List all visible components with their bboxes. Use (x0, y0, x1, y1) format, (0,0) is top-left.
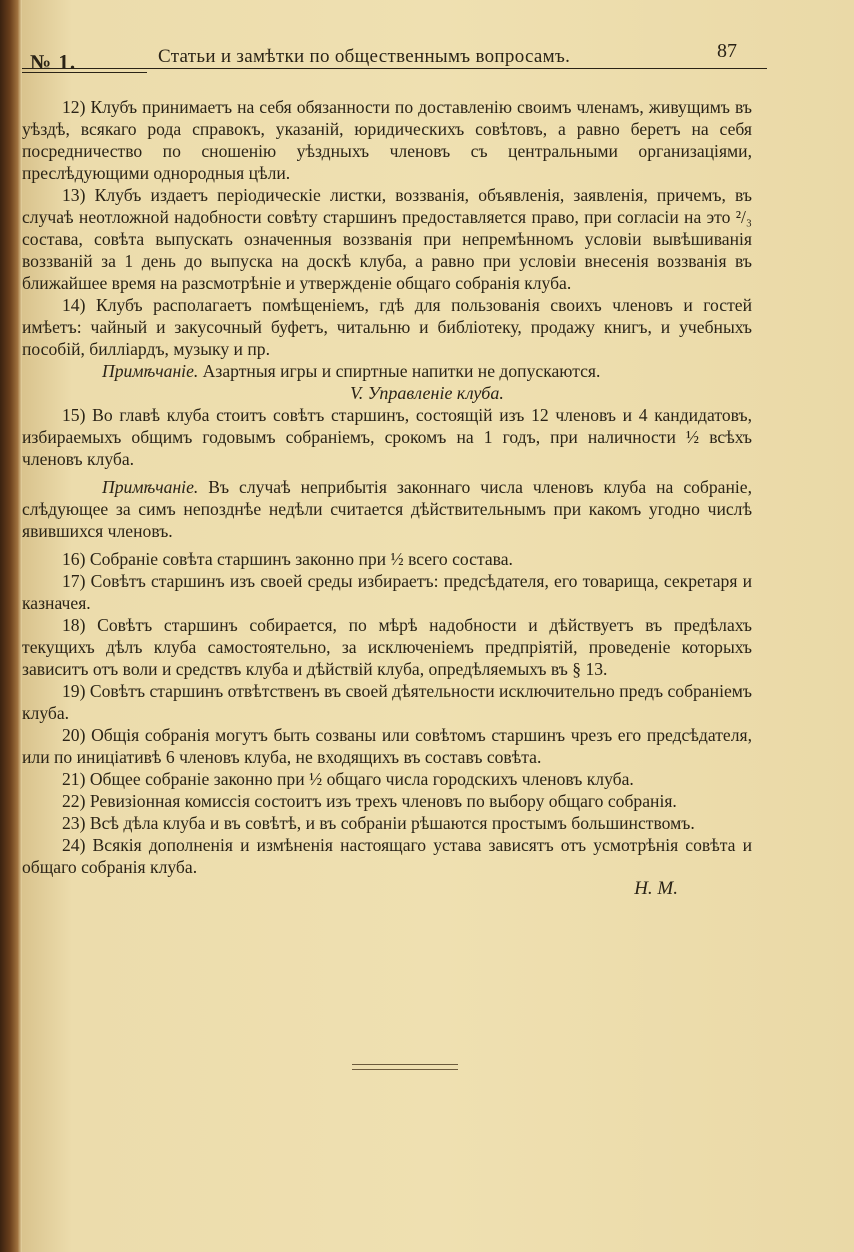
end-rule (352, 1064, 458, 1070)
note-label: Примѣчаніе. (102, 477, 199, 497)
paragraph-19: 19) Совѣтъ старшинъ отвѣтственъ въ своей дѣятельности исключительно предъ собраніемъ клуба. (22, 681, 752, 723)
paragraph-12: 12) Клубъ принимаетъ на себя обязанности по доставленію своимъ членамъ, живущимъ въ уѣздѣ, всякаго рода справокъ, указаній, юридическихъ совѣтовъ, а равно беретъ на себя посредничество по сношенію уѣздныхъ членовъ съ центральными организаціями, преслѣдующими однородныя цѣли. (22, 97, 752, 183)
paragraph-21: 21) Общее собраніе законно при ½ общаго числа городскихъ членовъ клуба. (62, 769, 634, 789)
paragraph-13: 13) Клубъ издаетъ періодическіе листки, воззванія, объявленія, заявленія, причемъ, въ случаѣ неотложной надобности совѣту старшинъ предоставляется право, при согласіи на это ²/₃ состава, совѣта выпускать означенныя воззванія при непремѣнномъ условіи вывѣшиванія воззваній за 1 день до выпуска на доскѣ клуба, а равно при условіи внесенія воззванія въ ближайшее время на разсмотрѣніе и утвержденіе общаго собранія клуба. (22, 185, 752, 293)
header-rule (22, 68, 767, 69)
paragraph-24: 24) Всякія дополненія и измѣненія настоящаго устава зависятъ отъ усмотрѣнія совѣта и общаго собранія клуба. (22, 835, 752, 877)
note-text: Азартныя игры и спиртные напитки не допускаются. (198, 361, 601, 381)
header-rule-short (22, 72, 147, 73)
paragraph-15: 15) Во главѣ клуба стоитъ совѣтъ старшинъ, состоящій изъ 12 членовъ и 4 кандидатовъ, избираемыхъ общимъ годовымъ собраніемъ, срокомъ на 1 годъ, при наличности ½ всѣхъ членовъ клуба. (22, 405, 752, 469)
note-text: Въ случаѣ неприбытія законнаго числа членовъ клуба на собраніе, слѣдующее за симъ непозднѣе недѣли считается дѣйствительнымъ при какомъ угодно числѣ явившихся членовъ. (22, 477, 752, 541)
section-heading: V. Управленіе клуба. (350, 383, 504, 403)
issue-number: № 1. (30, 50, 77, 74)
paragraph-16: 16) Собраніе совѣта старшинъ законно при ½ всего состава. (62, 549, 513, 569)
running-title: Статьи и замѣтки по общественнымъ вопросамъ. (158, 46, 571, 67)
paragraph-23: 23) Всѣ дѣла клуба и въ совѣтѣ, и въ собраніи рѣшаются простымъ большинствомъ. (62, 813, 695, 833)
document-page (22, 0, 854, 1252)
note-quorum (22, 476, 752, 542)
paragraph-18: 18) Совѣтъ старшинъ собирается, по мѣрѣ надобности и дѣйствуетъ въ предѣлахъ текущихъ дѣлъ клуба самостоятельно, за исключеніемъ предпріятій, проведеніе которыхъ зависитъ отъ воли и средствъ клуба и дѣйствій клуба, опредѣляемыхъ въ § 13. (22, 615, 752, 679)
running-header (22, 38, 854, 74)
paragraph-20: 20) Общія собранія могутъ быть созваны или совѣтомъ старшинъ чрезъ его предсѣдателя, или по иниціативѣ 6 членовъ клуба, не входящихъ въ составъ совѣта. (22, 725, 752, 767)
note-label: Примѣчаніе. (102, 361, 199, 381)
paragraph-17: 17) Совѣтъ старшинъ изъ своей среды избираетъ: предсѣдателя, его товарища, секретаря и казначея. (22, 571, 752, 613)
book-spine (0, 0, 22, 1252)
body-text (22, 96, 752, 900)
note-gambling (22, 360, 752, 382)
paragraph-22: 22) Ревизіонная комиссія состоитъ изъ трехъ членовъ по выбору общаго собранія. (62, 791, 677, 811)
paragraph-14: 14) Клубъ располагаетъ помѣщеніемъ, гдѣ для пользованія своихъ членовъ и гостей имѣетъ: чайный и закусочный буфетъ, читальню и библіотеку, продажу книгъ, и учебныхъ пособій, билліардъ, музыку и пр. (22, 295, 752, 359)
author-signature: Н. М. (634, 878, 678, 899)
page-number: 87 (717, 40, 737, 62)
